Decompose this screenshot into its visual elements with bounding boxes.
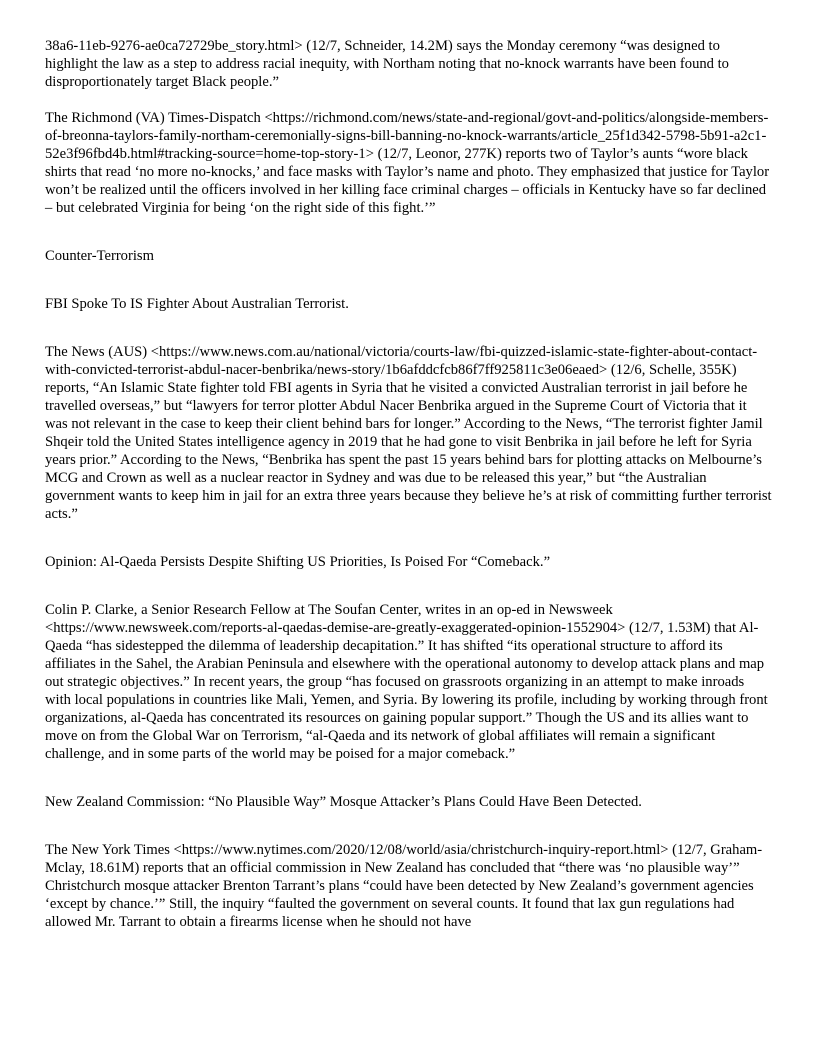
paragraph-washington-post-continuation: 38a6-11eb-9276-ae0ca72729be_story.html> (12/7, Schneider, 14.2M) says the Monday ceremony “was designed to highlight the law as a step to address racial inequity, with Northam noting that no-knock warrants have been found to disproportionately target Black people.” <box>45 38 729 90</box>
headline-fbi-is-fighter: FBI Spoke To IS Fighter About Australian Terrorist. <box>45 296 349 312</box>
headline-new-zealand-commission: New Zealand Commission: “No Plausible Way” Mosque Attacker’s Plans Could Have Been Detected. <box>45 794 642 810</box>
spacer <box>45 265 773 295</box>
spacer <box>45 523 773 553</box>
paragraph-newsweek-op-ed: Colin P. Clarke, a Senior Research Fellow at The Soufan Center, writes in an op-ed in Newsweek <https://www.newsweek.com/reports-al-qaedas-demise-are-greatly-exaggerated-opinion-1552904> (12/7, 1.53M) that Al-Qaeda “has sidestepped the dilemma of leadership decapitation.” It has shifted “its operational structure to afford its affiliates in the Sahel, the Arabian Peninsula and elsewhere with the operational autonomy to develop attack plans and map out strategic objectives.” In recent years, the group “has focused on grassroots organizing in an attempt to make inroads with local populations in countries like Mali, Yemen, and Syria. By lowering its profile, including by working through front organizations, al-Qaeda has concentrated its resources on gaining popular support.” Though the US and its allies want to move on from the Global War on Terrorism, “al-Qaeda and its network of global affiliates will remain a significant challenge, and in some parts of the world may be poised for a major comeback.” <box>45 602 768 762</box>
spacer <box>45 571 773 601</box>
paragraph-news-aus: The News (AUS) <https://www.news.com.au/national/victoria/courts-law/fbi-quizzed-islamic-state-fighter-about-contact-with-convicted-terrorist-abdul-nacer-benbrika/news-story/1b6afddcfcb86f7ff925811c3e06eaed> (12/6, Schelle, 355K) reports, “An Islamic State fighter told FBI agents in Syria that he visited a convicted Australian terrorist in jail before he travelled overseas,” but “lawyers for terror plotter Abdul Nacer Benbrika argued in the Supreme Court of Victoria that it was not relevant in the case to keep their client behind bars for longer.” According to the News, “The terrorist fighter Jamil Shqeir told the United States intelligence agency in 2019 that he had gone to visit Benbrika in jail before he left for Syria years prior.” According to the News, “Benbrika has spent the past 15 years behind bars for plotting attacks on Melbourne’s MCG and Crown as well as a nuclear reactor in Sydney and was due to be released this year,” but “the Australian government wants to keep him in jail for an extra three years because they believe he’s at risk of committing further terrorist acts.” <box>45 344 772 522</box>
spacer <box>45 91 773 109</box>
paragraph-new-york-times: The New York Times <https://www.nytimes.com/2020/12/08/world/asia/christchurch-inquiry-report.html> (12/7, Graham-Mclay, 18.61M) reports that an official commission in New Zealand has concluded that “there was ‘no plausible way’” Christchurch mosque attacker Brenton Tarrant’s plans “could have been detected by New Zealand’s government agencies ‘except by chance.’” Still, the inquiry “faulted the government on several counts. It found that lax gun regulations had allowed Mr. Tarrant to obtain a firearms license when he should not have <box>45 842 763 930</box>
paragraph-richmond-times-dispatch: The Richmond (VA) Times-Dispatch <https://richmond.com/news/state-and-regional/govt-and-politics/alongside-members-of-breonna-taylors-family-northam-ceremonially-signs-bill-banning-no-knock-warrants/article_25f1d342-5798-5b91-a2c1-52e3f96fbd4b.html#tracking-source=home-top-story-1> (12/7, Leonor, 277K) reports two of Taylor’s aunts “wore black shirts that read ‘no more no-knocks,’ and face masks with Taylor’s name and photo. They emphasized that justice for Taylor won’t be realized until the officers involved in her killing face criminal charges – officials in Kentucky have so far declined – but celebrated Virginia for being ‘on the right side of this fight.’” <box>45 110 770 216</box>
spacer <box>45 313 773 343</box>
section-heading-counter-terrorism: Counter-Terrorism <box>45 248 154 264</box>
headline-al-qaeda-opinion: Opinion: Al-Qaeda Persists Despite Shifting US Priorities, Is Poised For “Comeback.” <box>45 554 551 570</box>
spacer <box>45 763 773 793</box>
spacer <box>45 217 773 247</box>
document-page <box>45 37 773 931</box>
spacer <box>45 811 773 841</box>
